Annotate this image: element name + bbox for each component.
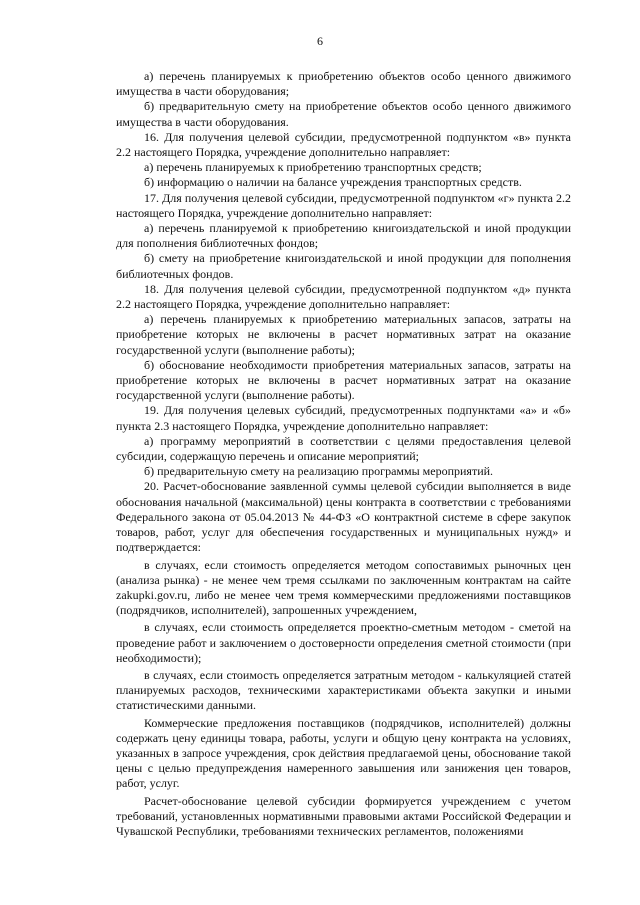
paragraph: в случаях, если стоимость определяется затратным методом - калькуляцией статей планируемых расходов, техническими характеристиками объекта закупки и иными статистическими данными. [116, 667, 571, 713]
paragraph: б) предварительную смету на приобретение объектов особо ценного движимого имущества в части оборудования. [116, 99, 571, 129]
page-number: 6 [317, 34, 323, 48]
paragraph: б) обоснование необходимости приобретения материальных запасов, затраты на приобретение которых не включены в расчет нормативных затрат на оказание государственной услуги (выполнение работы). [116, 357, 571, 403]
paragraph: б) предварительную смету на реализацию программы мероприятий. [144, 464, 494, 479]
paragraph: Расчет-обоснование целевой субсидии формируется учреждением с учетом требований, установленных нормативными правовыми актами Российской Федерации и Чувашской Республики, требованиями технических регламентов, положениями [116, 793, 571, 838]
paragraph: а) перечень планируемой к приобретению книгоиздательской и иной продукции для пополнения библиотечных фондов; [116, 221, 571, 251]
paragraph: а) программу мероприятий в соответствии с целями предоставления целевой субсидии, содержащую перечень и описание мероприятий; [116, 433, 571, 464]
paragraph: б) смету на приобретение книгоиздательской и иной продукции для пополнения библиотечных фондов. [116, 251, 571, 281]
paragraph: 20. Расчет-обоснование заявленной суммы целевой субсидии выполняется в виде обоснования начальной (максимальной) цены контракта в соответствии с требованиями Федерального закона от 05.04.2013 № 44-ФЗ «О контрактной системе в сфере закупок товаров, работ, услуг для обеспечения государственных и муниципальных нужд» и подтверждается: [116, 479, 571, 555]
paragraph: б) информацию о наличии на балансе учреждения транспортных средств. [144, 175, 522, 190]
paragraph: 19. Для получения целевых субсидий, предусмотренных подпунктами «а» и «б» пункта 2.3 настоящего Порядка, учреждение дополнительно направляет: [116, 403, 571, 433]
paragraph: 17. Для получения целевой субсидии, предусмотренной подпунктом «г» пункта 2.2 настоящего Порядка, учреждение дополнительно направляет: [116, 190, 571, 220]
paragraph: а) перечень планируемых к приобретению транспортных средств; [144, 160, 482, 175]
paragraph: 16. Для получения целевой субсидии, предусмотренной подпунктом «в» пункта 2.2 настоящего Порядка, учреждение дополнительно направляет: [116, 129, 571, 160]
paragraph: Коммерческие предложения поставщиков (подрядчиков, исполнителей) должны содержать цену единицы товара, работы, услуги и общую цену контракта на условиях, указанных в запросе учреждения, срок действия предлагаемой цены, обоснование такой цены с целью предупреждения намеренного завышения или занижения цен товаров, работ, услуг. [116, 715, 571, 791]
document-body [116, 69, 571, 839]
paragraph: а) перечень планируемых к приобретению материальных запасов, затраты на приобретение которых не включены в расчет нормативных затрат на оказание государственной услуги (выполнение работы); [116, 312, 571, 357]
paragraph: 18. Для получения целевой субсидии, предусмотренной подпунктом «д» пункта 2.2 настоящего Порядка, учреждение дополнительно направляет: [116, 281, 571, 312]
paragraph: в случаях, если стоимость определяется проектно-сметным методом - сметой на проведение работ и заключением о достоверности определения сметной стоимости (при необходимости); [116, 620, 571, 665]
paragraph: а) перечень планируемых к приобретению объектов особо ценного движимого имущества в части оборудования; [116, 69, 571, 99]
paragraph: в случаях, если стоимость определяется методом сопоставимых рыночных цен (анализа рынка) - не менее чем тремя ссылками по заключенным контрактам на сайте zakupki.gov.ru, либо не менее чем тремя коммерческими предложениями поставщиков (подрядчиков, исполнителей), запрошенных учреждением, [116, 557, 571, 618]
